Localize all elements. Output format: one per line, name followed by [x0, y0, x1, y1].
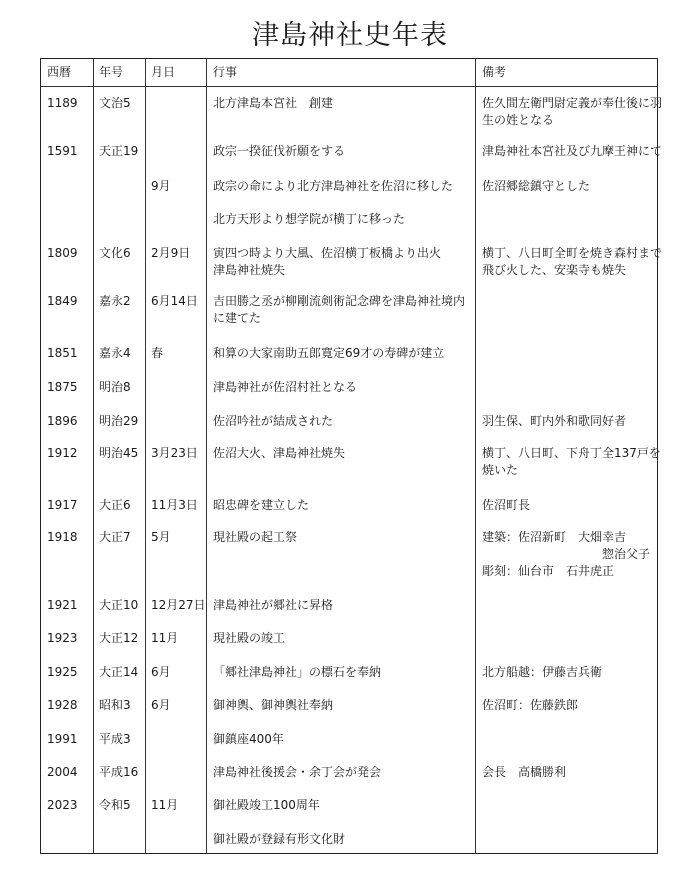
- cell-era: 嘉永2: [99, 294, 131, 308]
- cell-year: 1875: [47, 380, 78, 394]
- cell-era: 平成16: [99, 765, 139, 779]
- event-line: 佐沼大火、津島神社焼失: [213, 446, 346, 460]
- cell-era: 大正6: [99, 498, 131, 512]
- event-line: 御鎮座400年: [213, 732, 284, 746]
- note-line: 建築：佐沼新町 大畑幸吉: [482, 530, 627, 544]
- note-line: 横丁、八日町全町を焼き森村まで: [482, 246, 663, 260]
- cell-date: 6月: [151, 698, 171, 712]
- cell-year: 1923: [47, 631, 78, 645]
- cell-year: 2004: [47, 765, 78, 779]
- event-line: 津島神社後援会・余丁会が発会: [213, 765, 382, 779]
- event-line: 津島神社が佐沼村社となる: [213, 380, 358, 394]
- cell-event: [213, 697, 475, 714]
- cell-era: 大正12: [99, 631, 139, 645]
- event-line: 御神輿、御神輿社奉納: [213, 698, 334, 712]
- cell-note: [482, 664, 654, 681]
- note-line: 羽生保、町内外和歌同好者: [482, 414, 627, 428]
- cell-date: 11月: [151, 631, 179, 645]
- cell-date: 11月3日: [151, 498, 198, 512]
- cell-era: 平成3: [99, 732, 131, 746]
- note-line: 横丁、八日町、下舟丁全137戸を: [482, 446, 661, 460]
- cell-year: 1921: [47, 598, 78, 612]
- cell-event: [213, 831, 475, 848]
- event-line: 「郷社津島神社」の標石を奉納: [213, 665, 382, 679]
- note-line: 飛び火した、安楽寺も焼失: [482, 263, 627, 277]
- cell-event: [213, 731, 475, 748]
- cell-date: 5月: [151, 530, 171, 544]
- cell-era: 明治8: [99, 380, 131, 394]
- cell-note: [482, 764, 654, 781]
- cell-event: [213, 345, 475, 362]
- cell-event: [213, 293, 475, 327]
- cell-year: 1851: [47, 346, 78, 360]
- cell-year: 1849: [47, 294, 78, 308]
- cell-note: [482, 529, 654, 580]
- cell-year: 1809: [47, 246, 78, 260]
- event-line: 現社殿の竣工: [213, 631, 286, 645]
- event-line: 津島神社焼失: [213, 263, 286, 277]
- event-line: 政宗一揆征伐祈願をする: [213, 144, 346, 158]
- note-line: 焼いた: [482, 463, 519, 477]
- header-era: 年号: [99, 65, 124, 79]
- note-line: 生の姓となる: [482, 113, 555, 127]
- cell-note: [482, 245, 663, 279]
- cell-event: [213, 529, 475, 546]
- event-line: 現社殿の起工祭: [213, 530, 298, 544]
- note-line: 北方船越：伊藤吉兵衛: [482, 665, 603, 679]
- cell-year: 2023: [47, 798, 78, 812]
- cell-year: 1917: [47, 498, 78, 512]
- note-line: 佐沼町長: [482, 498, 531, 512]
- cell-event: [213, 764, 475, 781]
- cell-era: 令和5: [99, 798, 131, 812]
- cell-year: 1928: [47, 698, 78, 712]
- cell-event: [213, 445, 475, 462]
- cell-event: [213, 630, 475, 647]
- note-line: 佐沼郷総鎮守とした: [482, 179, 591, 193]
- cell-date: 春: [151, 346, 164, 360]
- note-line: 惣治父子: [601, 547, 650, 561]
- cell-date: 11月: [151, 798, 179, 812]
- cell-year: 1925: [47, 665, 78, 679]
- cell-date: 6月14日: [151, 294, 198, 308]
- cell-event: [213, 245, 475, 279]
- header-event: 行事: [213, 65, 238, 79]
- note-line: 彫刻：仙台市 石井虎正: [482, 564, 615, 578]
- event-line: に建てた: [213, 311, 262, 325]
- cell-era: 明治29: [99, 414, 139, 428]
- cell-note: [482, 178, 654, 195]
- cell-event: [213, 664, 475, 681]
- cell-event: [213, 178, 475, 195]
- note-line: 津島神社本宮社及び九摩王神にて: [482, 144, 663, 158]
- event-line: 津島神社が郷社に昇格: [213, 598, 334, 612]
- page-title: 津島神社史年表: [252, 20, 448, 51]
- cell-year: 1918: [47, 530, 78, 544]
- event-line: 昭忠碑を建立した: [213, 498, 310, 512]
- header-note: 備考: [482, 65, 507, 79]
- cell-note: [482, 445, 661, 479]
- cell-year: 1189: [47, 96, 78, 110]
- cell-year: 1991: [47, 732, 78, 746]
- note-line: 佐沼町：佐藤鉄郎: [482, 698, 579, 712]
- cell-event: [213, 143, 475, 160]
- note-line: 会長 高橋勝利: [482, 765, 567, 779]
- header-divider: [41, 86, 657, 87]
- cell-era: 文化6: [99, 246, 131, 260]
- cell-era: 昭和3: [99, 698, 131, 712]
- cell-note: [482, 95, 663, 129]
- cell-year: 1912: [47, 446, 78, 460]
- event-line: 北方津島本宮社 創建: [213, 96, 334, 110]
- cell-era: 大正14: [99, 665, 139, 679]
- history-table: [40, 58, 663, 854]
- cell-year: 1896: [47, 414, 78, 428]
- cell-event: [213, 797, 475, 814]
- column-divider: [475, 59, 476, 853]
- cell-event: [213, 413, 475, 430]
- event-line: 寅四つ時より大風、佐沼横丁板橋より出火: [213, 246, 442, 260]
- cell-event: [213, 497, 475, 514]
- cell-event: [213, 95, 475, 112]
- cell-date: 3月23日: [151, 446, 198, 460]
- cell-date: 2月9日: [151, 246, 191, 260]
- cell-era: 文治5: [99, 96, 131, 110]
- cell-note: [482, 697, 654, 714]
- event-line: 吉田勝之丞が柳剛流剣術記念碑を津島神社境内: [213, 294, 466, 308]
- cell-era: 明治45: [99, 446, 139, 460]
- cell-era: 大正10: [99, 598, 139, 612]
- note-line: 佐久間左衛門尉定義が奉仕後に羽: [482, 96, 663, 110]
- event-line: 御社殿竣工100周年: [213, 798, 320, 812]
- event-line: 北方天形より想学院が横丁に移った: [213, 212, 406, 226]
- event-line: 和算の大家南助五郎寛定69才の寿碑が建立: [213, 346, 445, 360]
- cell-note: [482, 143, 663, 160]
- header-year: 西暦: [47, 65, 72, 79]
- event-line: 御社殿が登録有形文化財: [213, 832, 346, 846]
- cell-note: [482, 413, 654, 430]
- cell-era: 嘉永4: [99, 346, 131, 360]
- header-date: 月日: [151, 65, 176, 79]
- cell-date: 12月27日: [151, 598, 206, 612]
- cell-note: [482, 497, 654, 514]
- cell-era: 大正7: [99, 530, 131, 544]
- event-line: 佐沼吟社が結成された: [213, 414, 334, 428]
- event-line: 政宗の命により北方津島神社を佐沼に移した: [213, 179, 454, 193]
- cell-event: [213, 211, 475, 228]
- cell-date: 6月: [151, 665, 171, 679]
- cell-date: 9月: [151, 179, 171, 193]
- cell-year: 1591: [47, 144, 78, 158]
- cell-event: [213, 379, 475, 396]
- cell-era: 天正19: [99, 144, 139, 158]
- cell-event: [213, 597, 475, 614]
